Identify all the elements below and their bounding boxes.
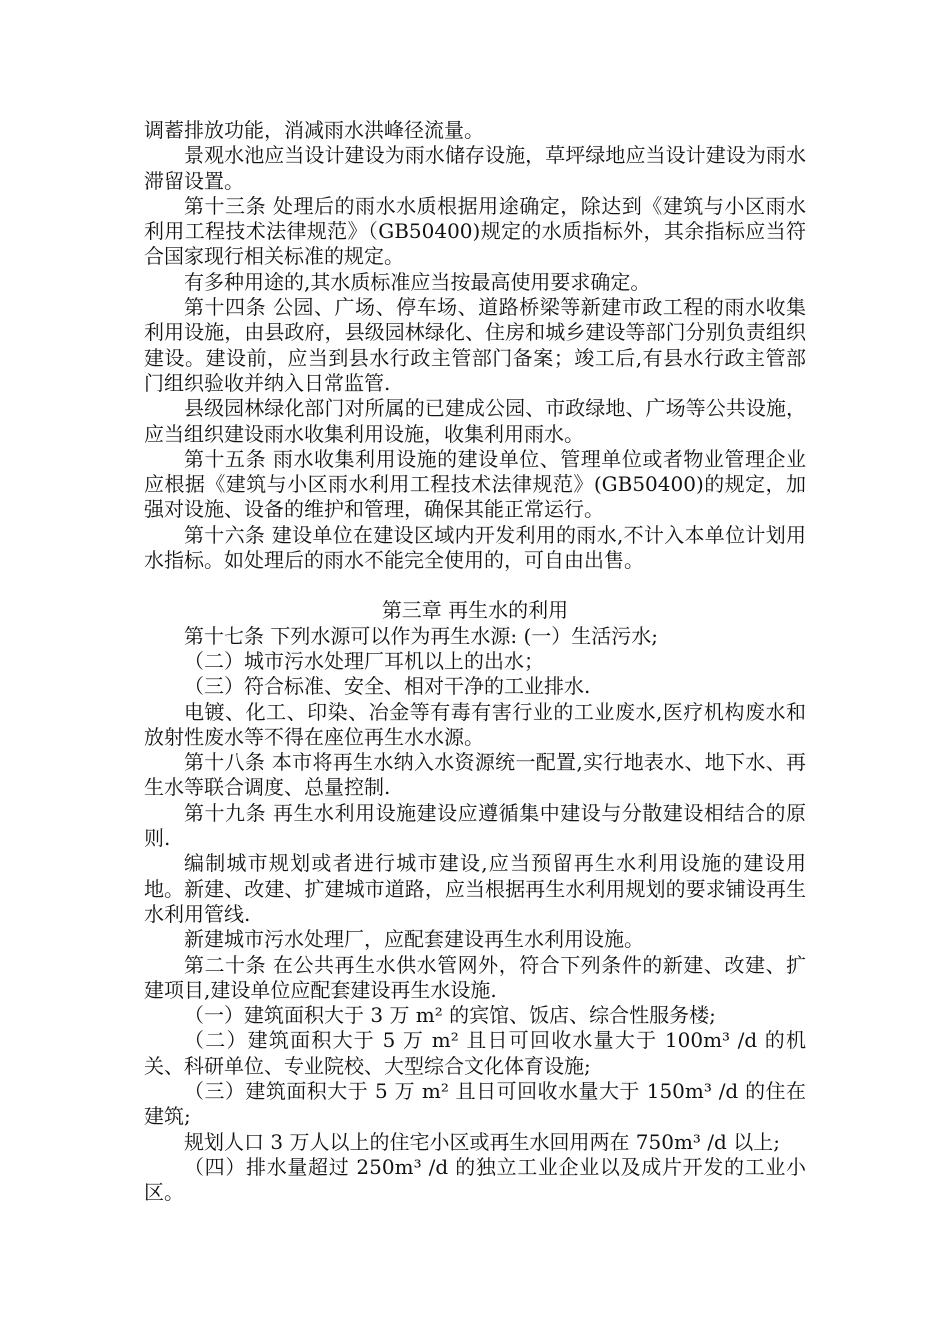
paragraph-article-17: 第十七条 下列水源可以作为再生水源: (一）生活污水;	[184, 623, 658, 648]
list-item: （四）排水量超过 250m³ /d 的独立工业企业以及成片开发的工业小区。	[144, 1154, 806, 1205]
list-item: （二）建筑面积大于 5 万 m² 且日可回收水量大于 100m³ /d 的机关、科研单位、专业院校、大型综合文化体育设施;	[144, 1028, 806, 1078]
list-item: （三）符合标准、安全、相对干净的工业排水.	[184, 674, 591, 699]
paragraph: 新建城市污水处理厂，应配套建设再生水利用设施。	[184, 927, 644, 952]
chapter-title: 第三章 再生水的利用	[381, 598, 569, 623]
paragraph: 县级园林绿化部门对所属的已建成公园、市政绿地、广场等公共设施，应当组织建设雨水收集利用设施，收集利用雨水。	[144, 396, 806, 446]
paragraph: 景观水池应当设计建设为雨水储存设施，草坪绿地应当设计建设为雨水滞留设置。	[144, 143, 806, 193]
paragraph: 有多种用途的,其水质标准应当按最高使用要求确定。	[184, 269, 651, 294]
paragraph-article-13: 第十三条 处理后的雨水水质根据用途确定，除达到《建筑与小区雨水利用工程技术法律规范》（GB50400)规定的水质指标外，其余指标应当符合国家现行相关标准的规定。	[144, 193, 806, 269]
paragraph-article-15: 第十五条 雨水收集利用设施的建设单位、管理单位或者物业管理企业应根据《建筑与小区雨水利用工程技术法律规范》(GB50400)的规定，加强对设施、设备的维护和管理，确保其能正常运行。	[144, 446, 806, 522]
paragraph: 调蓄排放功能，消减雨水洪峰径流量。	[144, 118, 484, 142]
paragraph-article-14: 第十四条 公园、广场、停车场、道路桥梁等新建市政工程的雨水收集利用设施，由县政府，县级园林绿化、住房和城乡建设等部门分别负责组织建设。建设前，应当到县水行政主管部门备案；竣工后,有县水行政主管部门组织验收并纳入日常监管.	[144, 295, 806, 395]
paragraph: 电镀、化工、印染、冶金等有毒有害行业的工业废水,医疗机构废水和放射性废水等不得在座位再生水水源。	[144, 699, 806, 749]
list-item: （二）城市污水处理厂耳机以上的出水；	[184, 648, 544, 673]
paragraph: 编制城市规划或者进行城市建设,应当预留再生水利用设施的建设用地。新建、改建、扩建城市道路，应当根据再生水利用规划的要求铺设再生水利用管线.	[144, 851, 806, 926]
paragraph-article-16: 第十六条 建设单位在建设区域内开发利用的雨水,不计入本单位计划用水指标。如处理后的雨水不能完全使用的，可自由出售。	[144, 522, 806, 573]
paragraph-article-19: 第十九条 再生水利用设施建设应遵循集中建设与分散建设相结合的原则.	[144, 800, 806, 851]
list-item: （一）建筑面积大于 3 万 m² 的宾馆、饭店、综合性服务楼;	[184, 1003, 716, 1028]
list-item: （三）建筑面积大于 5 万 m² 且日可回收水量大于 150m³ /d 的住在建筑;	[144, 1078, 806, 1129]
document-page	[144, 118, 806, 1205]
paragraph-article-20: 第二十条 在公共再生水供水管网外，符合下列条件的新建、改建、扩建项目,建设单位应配套建设再生水设施.	[144, 952, 806, 1002]
paragraph: 规划人口 3 万人以上的住宅小区或再生水回用两在 750m³ /d 以上;	[184, 1129, 780, 1154]
paragraph-article-18: 第十八条 本市将再生水纳入水资源统一配置,实行地表水、地下水、再生水等联合调度、总量控制.	[144, 750, 806, 800]
